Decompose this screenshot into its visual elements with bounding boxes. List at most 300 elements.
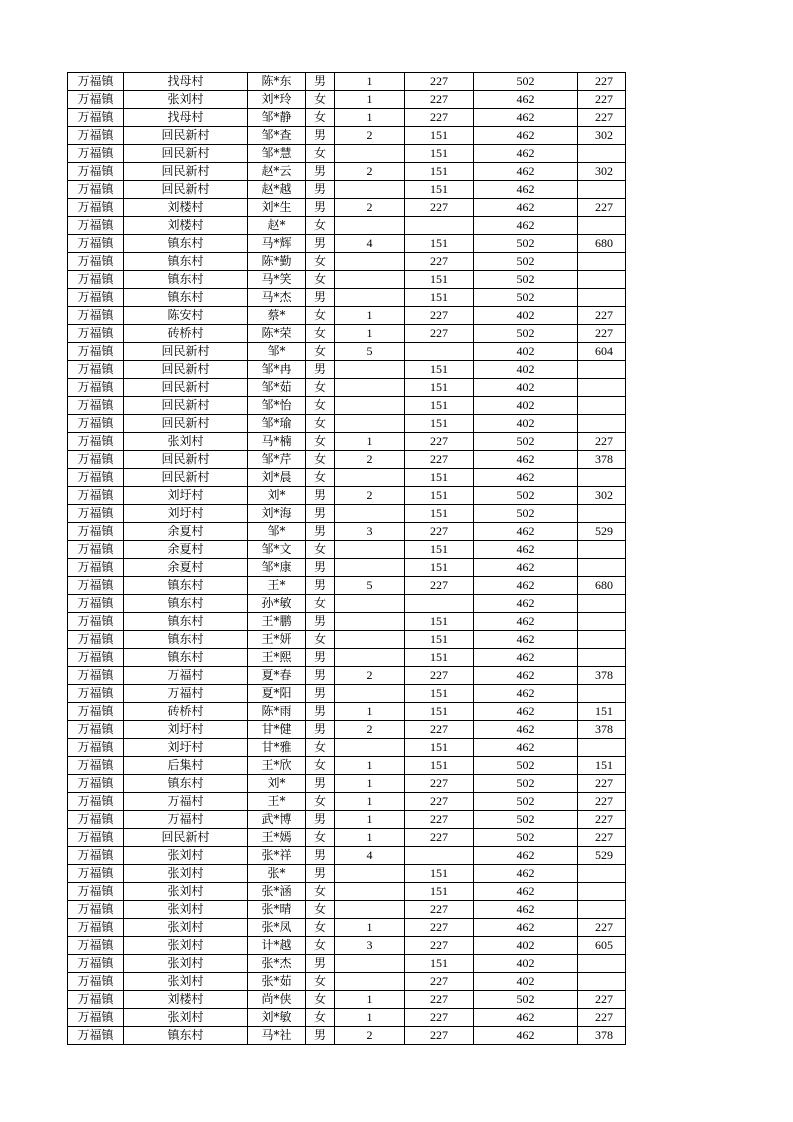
total-cell: 604 bbox=[578, 343, 626, 361]
count-cell bbox=[335, 595, 405, 613]
village-cell: 张刘村 bbox=[124, 901, 248, 919]
amount-a-cell: 227 bbox=[405, 919, 474, 937]
town-cell: 万福镇 bbox=[68, 901, 124, 919]
count-cell bbox=[335, 559, 405, 577]
amount-a-cell: 151 bbox=[405, 469, 474, 487]
name-cell: 王*欣 bbox=[248, 757, 306, 775]
amount-a-cell: 227 bbox=[405, 307, 474, 325]
amount-a-cell: 227 bbox=[405, 991, 474, 1009]
table-row bbox=[68, 415, 626, 433]
name-cell: 王* bbox=[248, 793, 306, 811]
name-cell: 邹* bbox=[248, 343, 306, 361]
gender-cell: 男 bbox=[306, 649, 335, 667]
town-cell: 万福镇 bbox=[68, 649, 124, 667]
total-cell: 227 bbox=[578, 325, 626, 343]
town-cell: 万福镇 bbox=[68, 955, 124, 973]
town-cell: 万福镇 bbox=[68, 415, 124, 433]
name-cell: 马*笑 bbox=[248, 271, 306, 289]
count-cell: 4 bbox=[335, 235, 405, 253]
table-row bbox=[68, 487, 626, 505]
village-cell: 刘楼村 bbox=[124, 991, 248, 1009]
table-row bbox=[68, 361, 626, 379]
village-cell: 镇东村 bbox=[124, 649, 248, 667]
gender-cell: 男 bbox=[306, 235, 335, 253]
gender-cell: 女 bbox=[306, 379, 335, 397]
village-cell: 镇东村 bbox=[124, 577, 248, 595]
amount-a-cell: 151 bbox=[405, 865, 474, 883]
name-cell: 马*社 bbox=[248, 1027, 306, 1045]
name-cell: 邹*怡 bbox=[248, 397, 306, 415]
gender-cell: 女 bbox=[306, 469, 335, 487]
total-cell: 302 bbox=[578, 127, 626, 145]
count-cell: 1 bbox=[335, 73, 405, 91]
gender-cell: 女 bbox=[306, 325, 335, 343]
village-cell: 张刘村 bbox=[124, 955, 248, 973]
gender-cell: 女 bbox=[306, 1009, 335, 1027]
name-cell: 邹*查 bbox=[248, 127, 306, 145]
amount-b-cell: 402 bbox=[474, 307, 578, 325]
village-cell: 镇东村 bbox=[124, 775, 248, 793]
count-cell bbox=[335, 271, 405, 289]
town-cell: 万福镇 bbox=[68, 73, 124, 91]
amount-a-cell: 151 bbox=[405, 703, 474, 721]
count-cell: 1 bbox=[335, 109, 405, 127]
name-cell: 刘*敏 bbox=[248, 1009, 306, 1027]
amount-a-cell bbox=[405, 217, 474, 235]
town-cell: 万福镇 bbox=[68, 685, 124, 703]
total-cell bbox=[578, 397, 626, 415]
village-cell: 找母村 bbox=[124, 109, 248, 127]
total-cell: 227 bbox=[578, 1009, 626, 1027]
amount-b-cell: 462 bbox=[474, 613, 578, 631]
gender-cell: 男 bbox=[306, 865, 335, 883]
gender-cell: 女 bbox=[306, 541, 335, 559]
gender-cell: 男 bbox=[306, 181, 335, 199]
amount-b-cell: 462 bbox=[474, 865, 578, 883]
total-cell bbox=[578, 739, 626, 757]
amount-a-cell: 151 bbox=[405, 541, 474, 559]
amount-a-cell: 227 bbox=[405, 829, 474, 847]
gender-cell: 男 bbox=[306, 577, 335, 595]
town-cell: 万福镇 bbox=[68, 631, 124, 649]
town-cell: 万福镇 bbox=[68, 703, 124, 721]
amount-a-cell: 227 bbox=[405, 91, 474, 109]
name-cell: 夏*阳 bbox=[248, 685, 306, 703]
amount-a-cell bbox=[405, 343, 474, 361]
total-cell: 227 bbox=[578, 829, 626, 847]
total-cell bbox=[578, 541, 626, 559]
count-cell: 4 bbox=[335, 847, 405, 865]
count-cell bbox=[335, 685, 405, 703]
count-cell: 3 bbox=[335, 937, 405, 955]
table-row bbox=[68, 793, 626, 811]
village-cell: 镇东村 bbox=[124, 271, 248, 289]
amount-b-cell: 502 bbox=[474, 991, 578, 1009]
town-cell: 万福镇 bbox=[68, 613, 124, 631]
gender-cell: 女 bbox=[306, 109, 335, 127]
table-row bbox=[68, 541, 626, 559]
gender-cell: 男 bbox=[306, 361, 335, 379]
count-cell bbox=[335, 145, 405, 163]
total-cell bbox=[578, 631, 626, 649]
village-cell: 张刘村 bbox=[124, 433, 248, 451]
name-cell: 赵*越 bbox=[248, 181, 306, 199]
count-cell: 2 bbox=[335, 487, 405, 505]
amount-a-cell: 151 bbox=[405, 739, 474, 757]
amount-b-cell: 462 bbox=[474, 1009, 578, 1027]
village-cell: 刘楼村 bbox=[124, 217, 248, 235]
amount-b-cell: 462 bbox=[474, 1027, 578, 1045]
table-row bbox=[68, 811, 626, 829]
gender-cell: 男 bbox=[306, 667, 335, 685]
count-cell bbox=[335, 865, 405, 883]
village-cell: 陈安村 bbox=[124, 307, 248, 325]
town-cell: 万福镇 bbox=[68, 1027, 124, 1045]
amount-a-cell: 227 bbox=[405, 73, 474, 91]
gender-cell: 男 bbox=[306, 847, 335, 865]
gender-cell: 女 bbox=[306, 883, 335, 901]
town-cell: 万福镇 bbox=[68, 469, 124, 487]
amount-b-cell: 462 bbox=[474, 703, 578, 721]
total-cell: 302 bbox=[578, 163, 626, 181]
name-cell: 甘*健 bbox=[248, 721, 306, 739]
amount-a-cell: 151 bbox=[405, 289, 474, 307]
amount-b-cell: 502 bbox=[474, 775, 578, 793]
amount-a-cell: 151 bbox=[405, 505, 474, 523]
name-cell: 甘*雅 bbox=[248, 739, 306, 757]
town-cell: 万福镇 bbox=[68, 127, 124, 145]
table-row bbox=[68, 253, 626, 271]
amount-a-cell: 227 bbox=[405, 325, 474, 343]
village-cell: 镇东村 bbox=[124, 289, 248, 307]
total-cell: 227 bbox=[578, 109, 626, 127]
count-cell bbox=[335, 379, 405, 397]
town-cell: 万福镇 bbox=[68, 325, 124, 343]
name-cell: 邹*茹 bbox=[248, 379, 306, 397]
amount-a-cell: 227 bbox=[405, 109, 474, 127]
count-cell bbox=[335, 505, 405, 523]
total-cell: 227 bbox=[578, 793, 626, 811]
village-cell: 找母村 bbox=[124, 73, 248, 91]
amount-a-cell: 151 bbox=[405, 181, 474, 199]
name-cell: 马*辉 bbox=[248, 235, 306, 253]
village-cell: 镇东村 bbox=[124, 253, 248, 271]
town-cell: 万福镇 bbox=[68, 847, 124, 865]
name-cell: 王*鹏 bbox=[248, 613, 306, 631]
total-cell bbox=[578, 271, 626, 289]
gender-cell: 女 bbox=[306, 451, 335, 469]
total-cell bbox=[578, 613, 626, 631]
village-cell: 回民新村 bbox=[124, 181, 248, 199]
name-cell: 孙*敏 bbox=[248, 595, 306, 613]
name-cell: 张*茹 bbox=[248, 973, 306, 991]
gender-cell: 女 bbox=[306, 271, 335, 289]
amount-b-cell: 502 bbox=[474, 235, 578, 253]
amount-a-cell: 151 bbox=[405, 235, 474, 253]
village-cell: 回民新村 bbox=[124, 379, 248, 397]
total-cell bbox=[578, 505, 626, 523]
town-cell: 万福镇 bbox=[68, 559, 124, 577]
name-cell: 尚*侠 bbox=[248, 991, 306, 1009]
count-cell bbox=[335, 541, 405, 559]
table-row bbox=[68, 973, 626, 991]
count-cell bbox=[335, 631, 405, 649]
village-cell: 回民新村 bbox=[124, 451, 248, 469]
count-cell: 1 bbox=[335, 829, 405, 847]
amount-b-cell: 462 bbox=[474, 217, 578, 235]
gender-cell: 男 bbox=[306, 505, 335, 523]
total-cell bbox=[578, 415, 626, 433]
town-cell: 万福镇 bbox=[68, 397, 124, 415]
gender-cell: 男 bbox=[306, 523, 335, 541]
count-cell bbox=[335, 973, 405, 991]
amount-b-cell: 402 bbox=[474, 343, 578, 361]
count-cell: 1 bbox=[335, 811, 405, 829]
table-row bbox=[68, 613, 626, 631]
total-cell: 227 bbox=[578, 91, 626, 109]
name-cell: 赵* bbox=[248, 217, 306, 235]
table-row bbox=[68, 271, 626, 289]
gender-cell: 女 bbox=[306, 919, 335, 937]
table-row bbox=[68, 775, 626, 793]
name-cell: 邹*文 bbox=[248, 541, 306, 559]
village-cell: 张刘村 bbox=[124, 865, 248, 883]
count-cell: 1 bbox=[335, 307, 405, 325]
table-row bbox=[68, 577, 626, 595]
amount-a-cell: 151 bbox=[405, 685, 474, 703]
table-row bbox=[68, 829, 626, 847]
amount-b-cell: 402 bbox=[474, 361, 578, 379]
amount-a-cell: 151 bbox=[405, 361, 474, 379]
table-row bbox=[68, 235, 626, 253]
town-cell: 万福镇 bbox=[68, 541, 124, 559]
amount-b-cell: 502 bbox=[474, 487, 578, 505]
table-row bbox=[68, 73, 626, 91]
gender-cell: 男 bbox=[306, 127, 335, 145]
village-cell: 回民新村 bbox=[124, 361, 248, 379]
amount-b-cell: 502 bbox=[474, 811, 578, 829]
table-row bbox=[68, 649, 626, 667]
table-row bbox=[68, 505, 626, 523]
total-cell: 151 bbox=[578, 757, 626, 775]
table-row bbox=[68, 307, 626, 325]
amount-b-cell: 502 bbox=[474, 505, 578, 523]
name-cell: 王*嫣 bbox=[248, 829, 306, 847]
town-cell: 万福镇 bbox=[68, 451, 124, 469]
amount-b-cell: 462 bbox=[474, 631, 578, 649]
amount-b-cell: 462 bbox=[474, 451, 578, 469]
gender-cell: 女 bbox=[306, 901, 335, 919]
name-cell: 计*越 bbox=[248, 937, 306, 955]
town-cell: 万福镇 bbox=[68, 937, 124, 955]
town-cell: 万福镇 bbox=[68, 181, 124, 199]
amount-a-cell bbox=[405, 595, 474, 613]
village-cell: 张刘村 bbox=[124, 1009, 248, 1027]
village-cell: 镇东村 bbox=[124, 595, 248, 613]
table-row bbox=[68, 469, 626, 487]
town-cell: 万福镇 bbox=[68, 811, 124, 829]
village-cell: 回民新村 bbox=[124, 343, 248, 361]
name-cell: 张*祥 bbox=[248, 847, 306, 865]
name-cell: 夏*春 bbox=[248, 667, 306, 685]
amount-a-cell: 151 bbox=[405, 883, 474, 901]
town-cell: 万福镇 bbox=[68, 505, 124, 523]
count-cell bbox=[335, 361, 405, 379]
amount-a-cell: 227 bbox=[405, 1027, 474, 1045]
gender-cell: 女 bbox=[306, 595, 335, 613]
table-row bbox=[68, 379, 626, 397]
gender-cell: 女 bbox=[306, 307, 335, 325]
village-cell: 刘楼村 bbox=[124, 199, 248, 217]
gender-cell: 男 bbox=[306, 685, 335, 703]
count-cell bbox=[335, 649, 405, 667]
gender-cell: 女 bbox=[306, 433, 335, 451]
table-row bbox=[68, 955, 626, 973]
total-cell: 378 bbox=[578, 1027, 626, 1045]
count-cell: 2 bbox=[335, 199, 405, 217]
town-cell: 万福镇 bbox=[68, 217, 124, 235]
table-row bbox=[68, 1009, 626, 1027]
town-cell: 万福镇 bbox=[68, 379, 124, 397]
amount-a-cell: 227 bbox=[405, 973, 474, 991]
total-cell bbox=[578, 145, 626, 163]
amount-b-cell: 402 bbox=[474, 397, 578, 415]
amount-b-cell: 402 bbox=[474, 415, 578, 433]
village-cell: 张刘村 bbox=[124, 937, 248, 955]
town-cell: 万福镇 bbox=[68, 199, 124, 217]
total-cell: 227 bbox=[578, 775, 626, 793]
total-cell bbox=[578, 973, 626, 991]
amount-b-cell: 462 bbox=[474, 739, 578, 757]
town-cell: 万福镇 bbox=[68, 307, 124, 325]
amount-b-cell: 462 bbox=[474, 109, 578, 127]
count-cell bbox=[335, 901, 405, 919]
town-cell: 万福镇 bbox=[68, 667, 124, 685]
total-cell: 227 bbox=[578, 433, 626, 451]
count-cell: 1 bbox=[335, 775, 405, 793]
amount-b-cell: 462 bbox=[474, 523, 578, 541]
name-cell: 邹* bbox=[248, 523, 306, 541]
gender-cell: 女 bbox=[306, 397, 335, 415]
count-cell: 1 bbox=[335, 1009, 405, 1027]
village-cell: 万福村 bbox=[124, 811, 248, 829]
total-cell: 227 bbox=[578, 811, 626, 829]
table-row bbox=[68, 685, 626, 703]
gender-cell: 男 bbox=[306, 1027, 335, 1045]
village-cell: 回民新村 bbox=[124, 163, 248, 181]
village-cell: 余夏村 bbox=[124, 559, 248, 577]
amount-b-cell: 502 bbox=[474, 73, 578, 91]
total-cell: 227 bbox=[578, 991, 626, 1009]
name-cell: 张*杰 bbox=[248, 955, 306, 973]
gender-cell: 男 bbox=[306, 559, 335, 577]
amount-b-cell: 462 bbox=[474, 181, 578, 199]
table-row bbox=[68, 181, 626, 199]
total-cell: 227 bbox=[578, 73, 626, 91]
name-cell: 陈*雨 bbox=[248, 703, 306, 721]
town-cell: 万福镇 bbox=[68, 775, 124, 793]
village-cell: 镇东村 bbox=[124, 631, 248, 649]
table-row bbox=[68, 937, 626, 955]
name-cell: 邹*芹 bbox=[248, 451, 306, 469]
count-cell: 2 bbox=[335, 163, 405, 181]
village-cell: 刘圩村 bbox=[124, 721, 248, 739]
total-cell bbox=[578, 559, 626, 577]
count-cell: 1 bbox=[335, 325, 405, 343]
table-row bbox=[68, 559, 626, 577]
total-cell bbox=[578, 883, 626, 901]
amount-a-cell: 227 bbox=[405, 253, 474, 271]
name-cell: 刘*生 bbox=[248, 199, 306, 217]
town-cell: 万福镇 bbox=[68, 433, 124, 451]
total-cell bbox=[578, 955, 626, 973]
town-cell: 万福镇 bbox=[68, 919, 124, 937]
town-cell: 万福镇 bbox=[68, 1009, 124, 1027]
amount-b-cell: 462 bbox=[474, 685, 578, 703]
gender-cell: 男 bbox=[306, 775, 335, 793]
total-cell: 378 bbox=[578, 451, 626, 469]
count-cell bbox=[335, 253, 405, 271]
amount-a-cell: 227 bbox=[405, 577, 474, 595]
name-cell: 陈*东 bbox=[248, 73, 306, 91]
amount-b-cell: 462 bbox=[474, 847, 578, 865]
total-cell: 680 bbox=[578, 235, 626, 253]
count-cell: 1 bbox=[335, 91, 405, 109]
name-cell: 张*晴 bbox=[248, 901, 306, 919]
village-cell: 万福村 bbox=[124, 667, 248, 685]
amount-b-cell: 462 bbox=[474, 595, 578, 613]
village-cell: 万福村 bbox=[124, 685, 248, 703]
table-row bbox=[68, 739, 626, 757]
total-cell bbox=[578, 379, 626, 397]
total-cell: 529 bbox=[578, 847, 626, 865]
name-cell: 陈*勤 bbox=[248, 253, 306, 271]
town-cell: 万福镇 bbox=[68, 163, 124, 181]
total-cell bbox=[578, 181, 626, 199]
town-cell: 万福镇 bbox=[68, 289, 124, 307]
amount-a-cell: 151 bbox=[405, 127, 474, 145]
amount-b-cell: 502 bbox=[474, 253, 578, 271]
gender-cell: 女 bbox=[306, 253, 335, 271]
name-cell: 王* bbox=[248, 577, 306, 595]
total-cell: 605 bbox=[578, 937, 626, 955]
table-row bbox=[68, 397, 626, 415]
gender-cell: 女 bbox=[306, 937, 335, 955]
gender-cell: 女 bbox=[306, 973, 335, 991]
village-cell: 刘圩村 bbox=[124, 505, 248, 523]
town-cell: 万福镇 bbox=[68, 739, 124, 757]
village-cell: 镇东村 bbox=[124, 235, 248, 253]
name-cell: 陈*荣 bbox=[248, 325, 306, 343]
count-cell bbox=[335, 739, 405, 757]
gender-cell: 女 bbox=[306, 991, 335, 1009]
count-cell bbox=[335, 613, 405, 631]
count-cell: 2 bbox=[335, 127, 405, 145]
name-cell: 王*熙 bbox=[248, 649, 306, 667]
town-cell: 万福镇 bbox=[68, 109, 124, 127]
village-cell: 砖桥村 bbox=[124, 703, 248, 721]
name-cell: 刘*晨 bbox=[248, 469, 306, 487]
table-row bbox=[68, 721, 626, 739]
amount-a-cell: 151 bbox=[405, 145, 474, 163]
amount-a-cell bbox=[405, 847, 474, 865]
count-cell: 1 bbox=[335, 919, 405, 937]
table-row bbox=[68, 145, 626, 163]
table-row bbox=[68, 163, 626, 181]
amount-b-cell: 462 bbox=[474, 127, 578, 145]
gender-cell: 女 bbox=[306, 829, 335, 847]
gender-cell: 男 bbox=[306, 199, 335, 217]
